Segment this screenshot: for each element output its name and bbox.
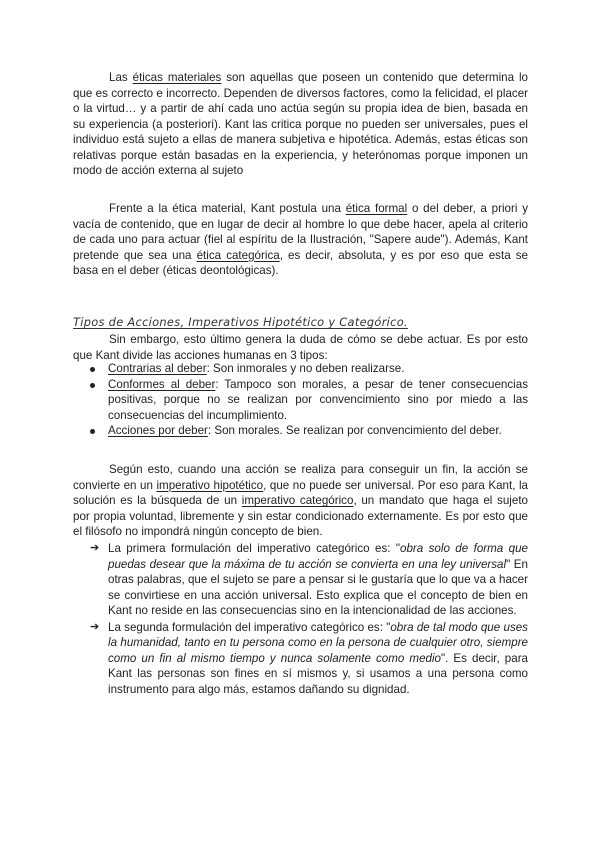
bullet-text: : Son inmorales y no deben realizarse. (206, 362, 405, 375)
text-run: " En otras palabras, que el sujeto se pare a pensar si le gustaría que lo que va a hacer se convirtiese en una acción universal. Esto explica que el concepto de bien en Kant no reside en las consecuencias sino en la intencionalidad de las acciones. (108, 557, 528, 617)
paragraph-tipos-intro (73, 332, 528, 363)
bullet-term: Conformes al deber (108, 377, 216, 391)
term-eticas-materiales: éticas materiales (132, 71, 222, 84)
bullet-text: : Son morales. Se realizan por convencimiento del deber. (207, 424, 502, 437)
arrow-right-icon: ➔ (90, 542, 100, 554)
arrow-right-icon: ➔ (90, 620, 100, 633)
bullet-text: : Tampoco son morales, a pesar de tener consecuencias positivas, porque no se realizan por convencimiento sino por miedo a las consecuencias del incumplimiento. (108, 377, 528, 422)
term-imperativo-categorico: imperativo categórico (241, 494, 354, 507)
text-run: Frente a la ética material, Kant postula una (109, 202, 346, 215)
text-run: , es decir, absoluta, y es por eso que esta se basa en el deber (éticas deontológicas). (73, 248, 528, 277)
term-etica-categorica: ética categórica (196, 248, 280, 262)
bullet-icon (90, 367, 95, 372)
paragraph-eticas-materiales (73, 70, 528, 179)
text-run: Según esto, cuando una acción se realiza para conseguir un fin, la acción se convierte en un (73, 463, 528, 492)
text-run: La segunda formulación del imperativo categórico es: " (108, 620, 391, 634)
list-item (73, 620, 528, 698)
bullet-icon (90, 429, 95, 434)
bullet-icon (90, 383, 95, 388)
text-run: La primera formulación del imperativo categórico es: " (108, 542, 401, 555)
heading-text: Tipos de Acciones, Imperativos Hipotético y Categórico. (73, 315, 408, 329)
term-etica-formal: ética formal (345, 202, 408, 215)
list-item (73, 423, 528, 439)
list-item (73, 541, 528, 619)
paragraph-etica-formal (73, 201, 528, 279)
text-run: , un mandato que haga el sujeto por propia voluntad, libremente y sin estar condicionado externamente. Es por esto que el filósofo no impondrá ningún concepto de bien. (73, 494, 528, 538)
bullet-list-action-types (73, 361, 528, 439)
bullet-term: Acciones por deber (108, 424, 208, 437)
quote-text: obra de tal modo que uses la humanidad, tanto en tu persona como en la persona de cualquier otro, siempre como un fin al mismo tiempo y nunca solamente como medio (108, 620, 528, 665)
term-imperativo-hipotetico: imperativo hipotético (156, 478, 264, 492)
text-run: o del deber, a priori y vacía de contenido, que en lugar de decir al hombre lo que debe hacer, apela al criterio de cada uno para actuar (fiel al espíritu de la Ilustración, "Sapere aude"). Además, Kant pretende que sea una (73, 202, 528, 262)
text-run: Las (109, 71, 133, 84)
section-heading (73, 315, 528, 329)
bullet-term: Contrarias al deber (108, 362, 207, 375)
text-run: ". Es decir, para Kant las personas son fines en sí mismos y, si usamos a una persona como instrumento para algo más, estamos dañando su dignidad. (108, 651, 529, 696)
quote-text: obra solo de forma que puedas desear que la máxima de tu acción se convierta en una ley universal (108, 542, 528, 571)
paragraph-imperativos (73, 462, 528, 540)
text-run: , que no puede ser universal. Por eso para Kant, la solución es la búsqueda de un (73, 478, 528, 507)
list-item (73, 361, 528, 377)
arrow-list-formulations (73, 541, 528, 698)
text-run: Sin embargo, esto último genera la duda de cómo se debe actuar. Es por esto que Kant divide las acciones humanas en 3 tipos: (73, 333, 528, 362)
list-item (73, 377, 528, 424)
text-run: son aquellas que poseen un contenido que determina lo que es correcto e incorrecto. Dependen de diversos factores, como la felicidad, el placer o la virtud… y a partir de ahí cada uno actúa según su propia idea de bien, basada en su experiencia (a posteriori). Kant las critica porque no pueden ser universales, pues el individuo está sujeto a ellas de manera subjetiva e hipotética. Además, estas éticas son relativas porque están basadas en la experiencia, y heterónomas porque imponen un modo de acción externa al sujeto (73, 71, 528, 177)
